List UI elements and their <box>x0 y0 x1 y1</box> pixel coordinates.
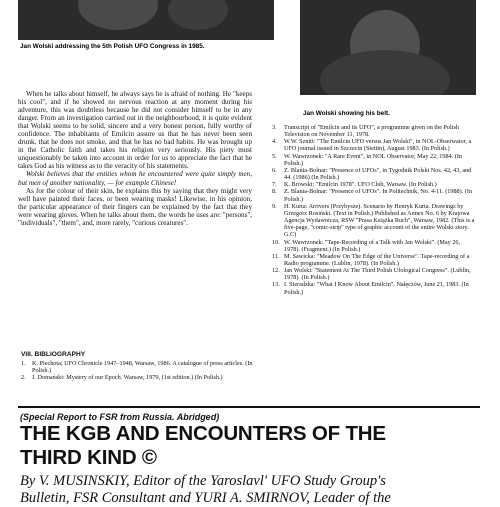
reference-item <box>272 167 477 181</box>
reference-number: 4. <box>272 138 277 146</box>
reference-text: W.W. Sznitt: "The Emilcin UFO versus Jan Wolski", in NOL-Obserwator, a UFO journal issued in Szczecin (Stettin), August 1983. (In Polish.) <box>284 138 472 153</box>
reference-item <box>272 203 477 239</box>
reference-number: 12. <box>272 267 280 275</box>
reference-text: H. Kurta: Arrivers (Przybysze). Scenario by Henryk Kurta. Drawings by Grzegorz Rosiński. (Text in Polish.) Published as Annex No. 6 by Krajowa Agencja Wydawnicza, RSW "Prasa Książka Ruch", Warsaw, 1982. (This is a five-page, "comic-strip" type of graphic account of the entire Wolski story. G.C) <box>284 202 475 239</box>
section-divider <box>18 406 480 408</box>
reference-text: Jan Wolski: "Statement At The Third Polish Ufological Congress". (Lublin, 1978). (In Polish.) <box>284 267 471 282</box>
byline-line-1: By V. MUSINSKIY, Editor of the Yaroslavl' UFO Study Group's <box>20 473 386 489</box>
reference-text: Transcript of "Emilcin and its UFO", a programme given on the Polish Television on November 11, 1978. <box>284 124 459 139</box>
reference-item <box>272 181 477 188</box>
reference-text: M. Sawicka: "Meadow On The Edge of the Universe". Tape-recording of a Radio programme. (Lublin, 1978). (In Polish.) <box>284 252 470 267</box>
photo-caption-left: Jan Wolski addressing the 5th Polish UFO Congress in 1985. <box>20 43 205 50</box>
reference-item <box>272 124 477 138</box>
reference-item <box>272 138 477 152</box>
reference-list <box>272 124 477 296</box>
reference-item <box>272 239 477 253</box>
reference-number: 6. <box>272 166 277 174</box>
article-title-line-1: THE KGB AND ENCOUNTERS OF THE <box>20 422 386 445</box>
bibliography-item-text: K. Piechota; UFO Chronicle 1947–1948, Warsaw, 1986. A catalogue of press articles. (In Polish.) <box>32 360 253 375</box>
photo-wolski-congress <box>18 0 274 40</box>
reference-number: 8. <box>272 188 277 196</box>
article-title-line-2: THIRD KIND © <box>20 446 157 469</box>
bibliography-item <box>21 374 253 381</box>
reference-number: 3. <box>272 124 277 131</box>
bibliography-item-text: J. Domański: Mystery of our Epoch. Warsaw, 1979, (1st edition.) (In Polish.) <box>32 374 223 382</box>
reference-item <box>272 188 477 202</box>
reference-text: W. Wawrzonek: "Tape-Recording of a Talk with Jan Wolski". (May 26, 1978). (Fragment.) (In Polish.) <box>284 238 460 253</box>
body-paragraph-2: Wolski believes that the entities whom he encountered were quite simply men, but men of another nationality, — for example Chinese! <box>18 170 252 187</box>
reference-number: 9. <box>272 202 277 210</box>
reference-number: 11. <box>272 252 280 260</box>
reference-item <box>272 253 477 267</box>
reference-item <box>272 153 477 167</box>
reference-text: Z. Blania-Bolnar: "Presence of UFOs", in Tygodnik Polski Nos. 42, 43, and 44. (1986) (In Polish.) <box>284 166 472 182</box>
reference-number: 10. <box>272 238 280 246</box>
byline-line-2: Bulletin, FSR Consultant and YURI A. SMIRNOV, Leader of the <box>20 490 391 506</box>
body-text-column <box>18 90 252 227</box>
reference-number: 13. <box>272 281 280 289</box>
special-report-note: (Special Report to FSR from Russia. Abridged) <box>20 412 220 422</box>
reference-number: 7. <box>272 181 277 189</box>
bibliography-item <box>21 360 253 374</box>
body-paragraph-3: As for the colour of their skin, he explains this by saying that they might very well have painted their faces, or been wearing masks! Likewise, in his opinion, the particular appearance of their fingers can be explained by the fact that they were wearing gloves. When he talks about them, the words he uses are: "persons", "individuals", "them", and, more rarely, "curious creatures". <box>18 186 252 227</box>
reference-item <box>272 267 477 281</box>
bibliography-list <box>21 360 253 382</box>
reference-text: K. Browski: "Emilcin 1978". UFO Club, Warsaw. (In Polish.) <box>284 181 437 189</box>
photo-caption-right: Jan Wolski showing his belt. <box>303 110 390 117</box>
reference-text: W. Wawrzonek: "A Rare Event", in NOL Observator, May 22, 1984. (In Polish.) <box>284 152 462 167</box>
reference-item <box>272 281 477 295</box>
bibliography-heading: VIII. BIBLIOGRAPHY <box>21 351 86 358</box>
bibliography-item-number: 2. <box>21 374 26 382</box>
reference-number: 5. <box>272 152 277 160</box>
reference-text: Z. Blania-Bolnar: "Presence of UFOs". In Politechnik, No. 4-11. (1988). (In Polish.) <box>284 188 473 203</box>
body-paragraph-1: When he talks about himself, he always says he is afraid of nothing. He "keeps his cool", and if he showed no nervous reaction at any moment during his adventure, this was doubtless because he did not consider himself to be in any danger. From an investigation carried out in the neighbourhood, it is quite evident that Wolski seems to be solid, sincere and a very honest person, fully worthy of confidence. The inhabitants of Emilcin assure us that he has never been seen drunk, that he does not smoke, and that he has no bad habits. He was brought up in the Catholic faith and takes his religion very seriously. His piety must unquestionably be taken into account in order for us to appreciate the fact that he takes God as his witness as to the veracity of his statements. <box>18 90 252 171</box>
photo-wolski-belt <box>300 0 476 95</box>
reference-text: I. Sieradzka: "What I Know About Emilcin". Nałęczów, June 21, 1983. (In Polish.) <box>284 281 469 296</box>
bibliography-item-number: 1. <box>21 360 26 367</box>
